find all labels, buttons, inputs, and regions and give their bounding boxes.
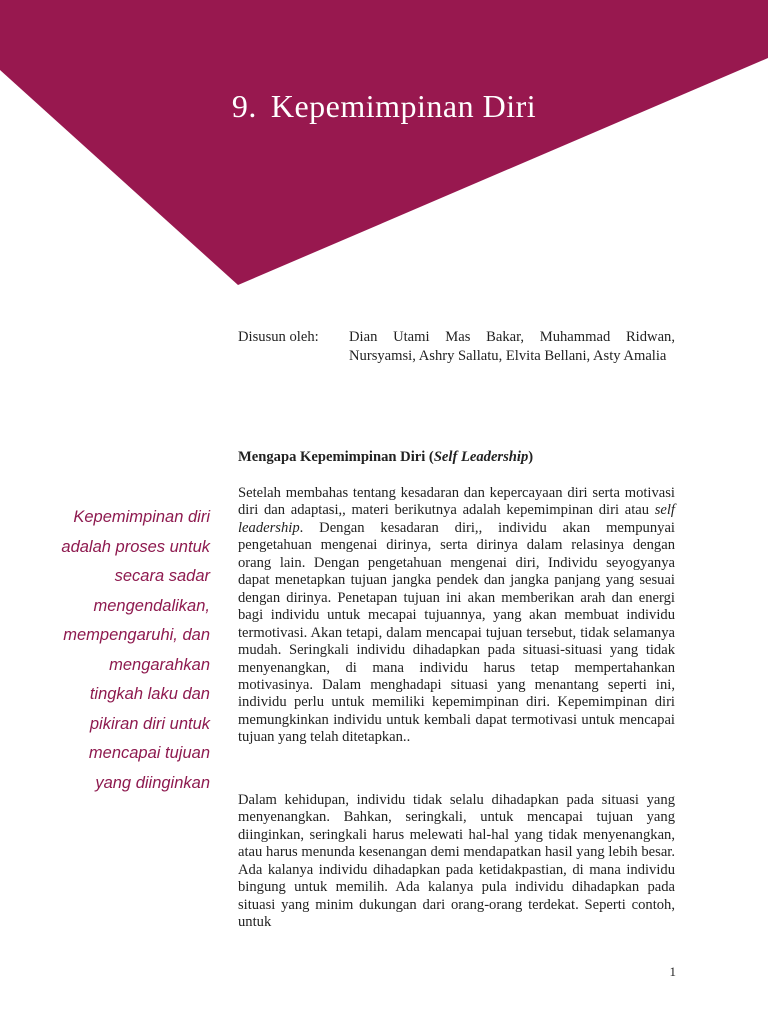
chapter-number: 9. [231,88,257,124]
header-banner [0,0,768,290]
section-heading-italic: Self Leadership [433,449,529,465]
section-heading-prefix: Mengapa Kepemimpinan Diri ( [238,449,434,465]
section-heading-suffix: ) [528,449,534,465]
banner-shape [0,0,768,285]
paragraph-1-italic-term: self leadership [238,502,675,536]
section-heading [238,449,533,466]
paragraph-1-text-b: . Dengan kesadaran diri,, individu akan mempunyai pengetahuan mengenai dirinya, serta dirinya dalam relasinya dengan orang lain. Dengan pengetahuan mengenai diri, Individu seyogyanya dapat menetapkan tujuan jangka pendek dan jangka panjang yang sesuai dengan dirinya. Penetapan tujuan ini akan memberikan arah dan energi bagi individu untuk mecapai tujuannya, yang akan membuat individu termotivasi. Akan tetapi, dalam mencapai tujuan tersebut, tidak selamanya mudah. Seringkali individu dihadapkan pada situasi-situasi yang tidak menyenangkan, di mana individu harus tetap mempertahankan motivasinya. Dalam menghadapi situasi yang menantang seperti ini, individu perlu untuk memiliki kepemimpinan diri. Kepemimpinan diri memungkinkan individu untuk kembali dapat termotivasi untuk mencapai tujuan yang telah ditetapkan.. [238,519,675,746]
authors-label: Disusun oleh: [238,329,319,345]
chapter-title-text: Kepemimpinan Diri [270,88,537,124]
chapter-title [0,88,768,125]
page-number: 1 [669,964,676,979]
authors-block [238,328,675,366]
body-paragraph-2: Dalam kehidupan, individu tidak selalu dihadapkan pada situasi yang menyenangkan. Bahkan, seringkali, untuk mencapai tujuan yang diinginkan, seringkali harus melewati hal-hal yang tidak menyenangkan, atau harus menunda kesenangan demi mendapatkan hasil yang lebih besar. Ada kalanya individu dihadapkan pada ketidakpastian, di mana individu bingung untuk memilih. Ada kalanya pula individu dihadapkan pada situasi yang minim dukungan dari orang-orang terdekat. Seperti contoh, untuk [238,792,675,931]
body-paragraph-1 [238,485,675,747]
paragraph-1-text-a: Setelah membahas tentang kesadaran dan kepercayaan diri serta motivasi diri dan adaptasi,, materi berikutnya adalah kepemimpinan diri atau [238,485,675,519]
authors-names: Dian Utami Mas Bakar, Muhammad Ridwan, Nursyamsi, Ashry Sallatu, Elvita Bellani, Asty Amalia [349,329,675,364]
pull-quote: Kepemimpinan diri adalah proses untuk secara sadar mengendalikan, mempengaruhi, dan mengarahkan tingkah laku dan pikiran diri untuk mencapai tujuan yang diinginkan [61,508,210,792]
